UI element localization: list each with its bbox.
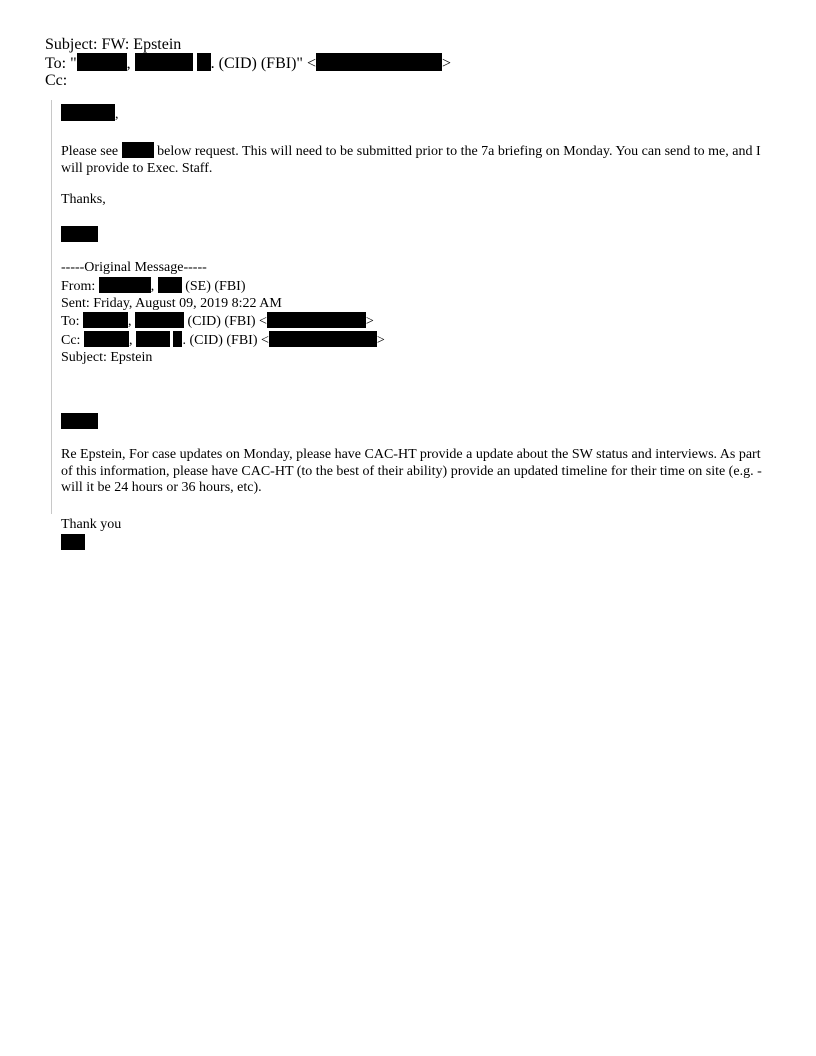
thanks-text: Thanks, — [61, 192, 106, 207]
to-open-quote: " — [70, 55, 77, 72]
greeting-comma: , — [115, 107, 119, 122]
to-line — [45, 53, 775, 72]
orig-cc-label: Cc: — [61, 333, 81, 349]
redaction-box — [61, 104, 115, 121]
original-from-line — [61, 277, 773, 296]
quoted-message-block — [51, 100, 772, 532]
signature-line — [61, 226, 773, 245]
orig-to-comma: , — [127, 314, 132, 330]
original-message-header — [61, 260, 773, 367]
orig-cc-comma: , — [128, 333, 133, 349]
orig-to-suffix: (CID) (FBI) < — [187, 314, 267, 330]
original-subject-line: Subject: Epstein — [61, 349, 153, 365]
original-cc-line — [61, 331, 773, 350]
redaction-box — [99, 277, 151, 293]
original-body-text: Re Epstein, For case updates on Monday, please have CAC-HT provide a update about the SW status and interviews. As part of this information, please have CAC-HT (to the best of their ability) provide an updated timeline for their time on site (e.g. - will it be 24 hours or 36 hours, etc). — [61, 447, 762, 495]
request-paragraph — [61, 142, 773, 177]
redaction-box — [267, 312, 366, 328]
redaction-box — [122, 142, 154, 158]
original-signature-redaction — [61, 413, 773, 432]
cc-line — [45, 72, 775, 89]
subject-label: Subject: — [45, 36, 98, 53]
to-suffix: . (CID) (FBI)" < — [210, 55, 316, 72]
redaction-box — [61, 534, 85, 550]
redaction-box — [135, 53, 193, 71]
redaction-box — [197, 53, 211, 71]
redaction-box — [61, 413, 98, 429]
to-close: > — [441, 55, 451, 72]
redaction-box — [158, 277, 182, 293]
redaction-box — [84, 331, 129, 347]
redaction-box — [77, 53, 127, 71]
redaction-box — [83, 312, 128, 328]
cc-label: Cc: — [45, 72, 68, 89]
original-closing-signature — [61, 534, 773, 553]
orig-to-close: > — [365, 314, 374, 330]
original-sent-line: Sent: Friday, August 09, 2019 8:22 AM — [61, 295, 282, 311]
redaction-box — [269, 331, 377, 347]
original-body-paragraph — [61, 447, 773, 497]
email-document — [45, 36, 775, 532]
subject-line — [45, 36, 775, 53]
redaction-box — [61, 226, 98, 242]
closing-text: Thank you — [61, 517, 122, 532]
to-label: To: — [45, 55, 67, 72]
subject-value: FW: Epstein — [101, 36, 182, 53]
to-comma: , — [126, 55, 131, 72]
thanks-line — [61, 192, 773, 209]
from-label: From: — [61, 278, 96, 294]
orig-to-label: To: — [61, 314, 80, 330]
redaction-box — [316, 53, 442, 71]
request-text-part1: Please see — [61, 144, 119, 159]
from-suffix: (SE) (FBI) — [185, 278, 246, 294]
greeting-line — [61, 104, 773, 124]
orig-cc-suffix: . (CID) (FBI) < — [182, 333, 269, 349]
redaction-box — [135, 312, 184, 328]
from-comma: , — [150, 278, 155, 294]
redaction-box — [136, 331, 170, 347]
original-closing-line — [61, 517, 773, 534]
orig-cc-close: > — [376, 333, 385, 349]
original-message-divider: -----Original Message----- — [61, 260, 207, 275]
original-to-line — [61, 312, 773, 331]
request-text-part2: below request. This will need to be submitted prior to the 7a briefing on Monday. You can send to me, and I will provide to Exec. Staff. — [61, 144, 761, 176]
